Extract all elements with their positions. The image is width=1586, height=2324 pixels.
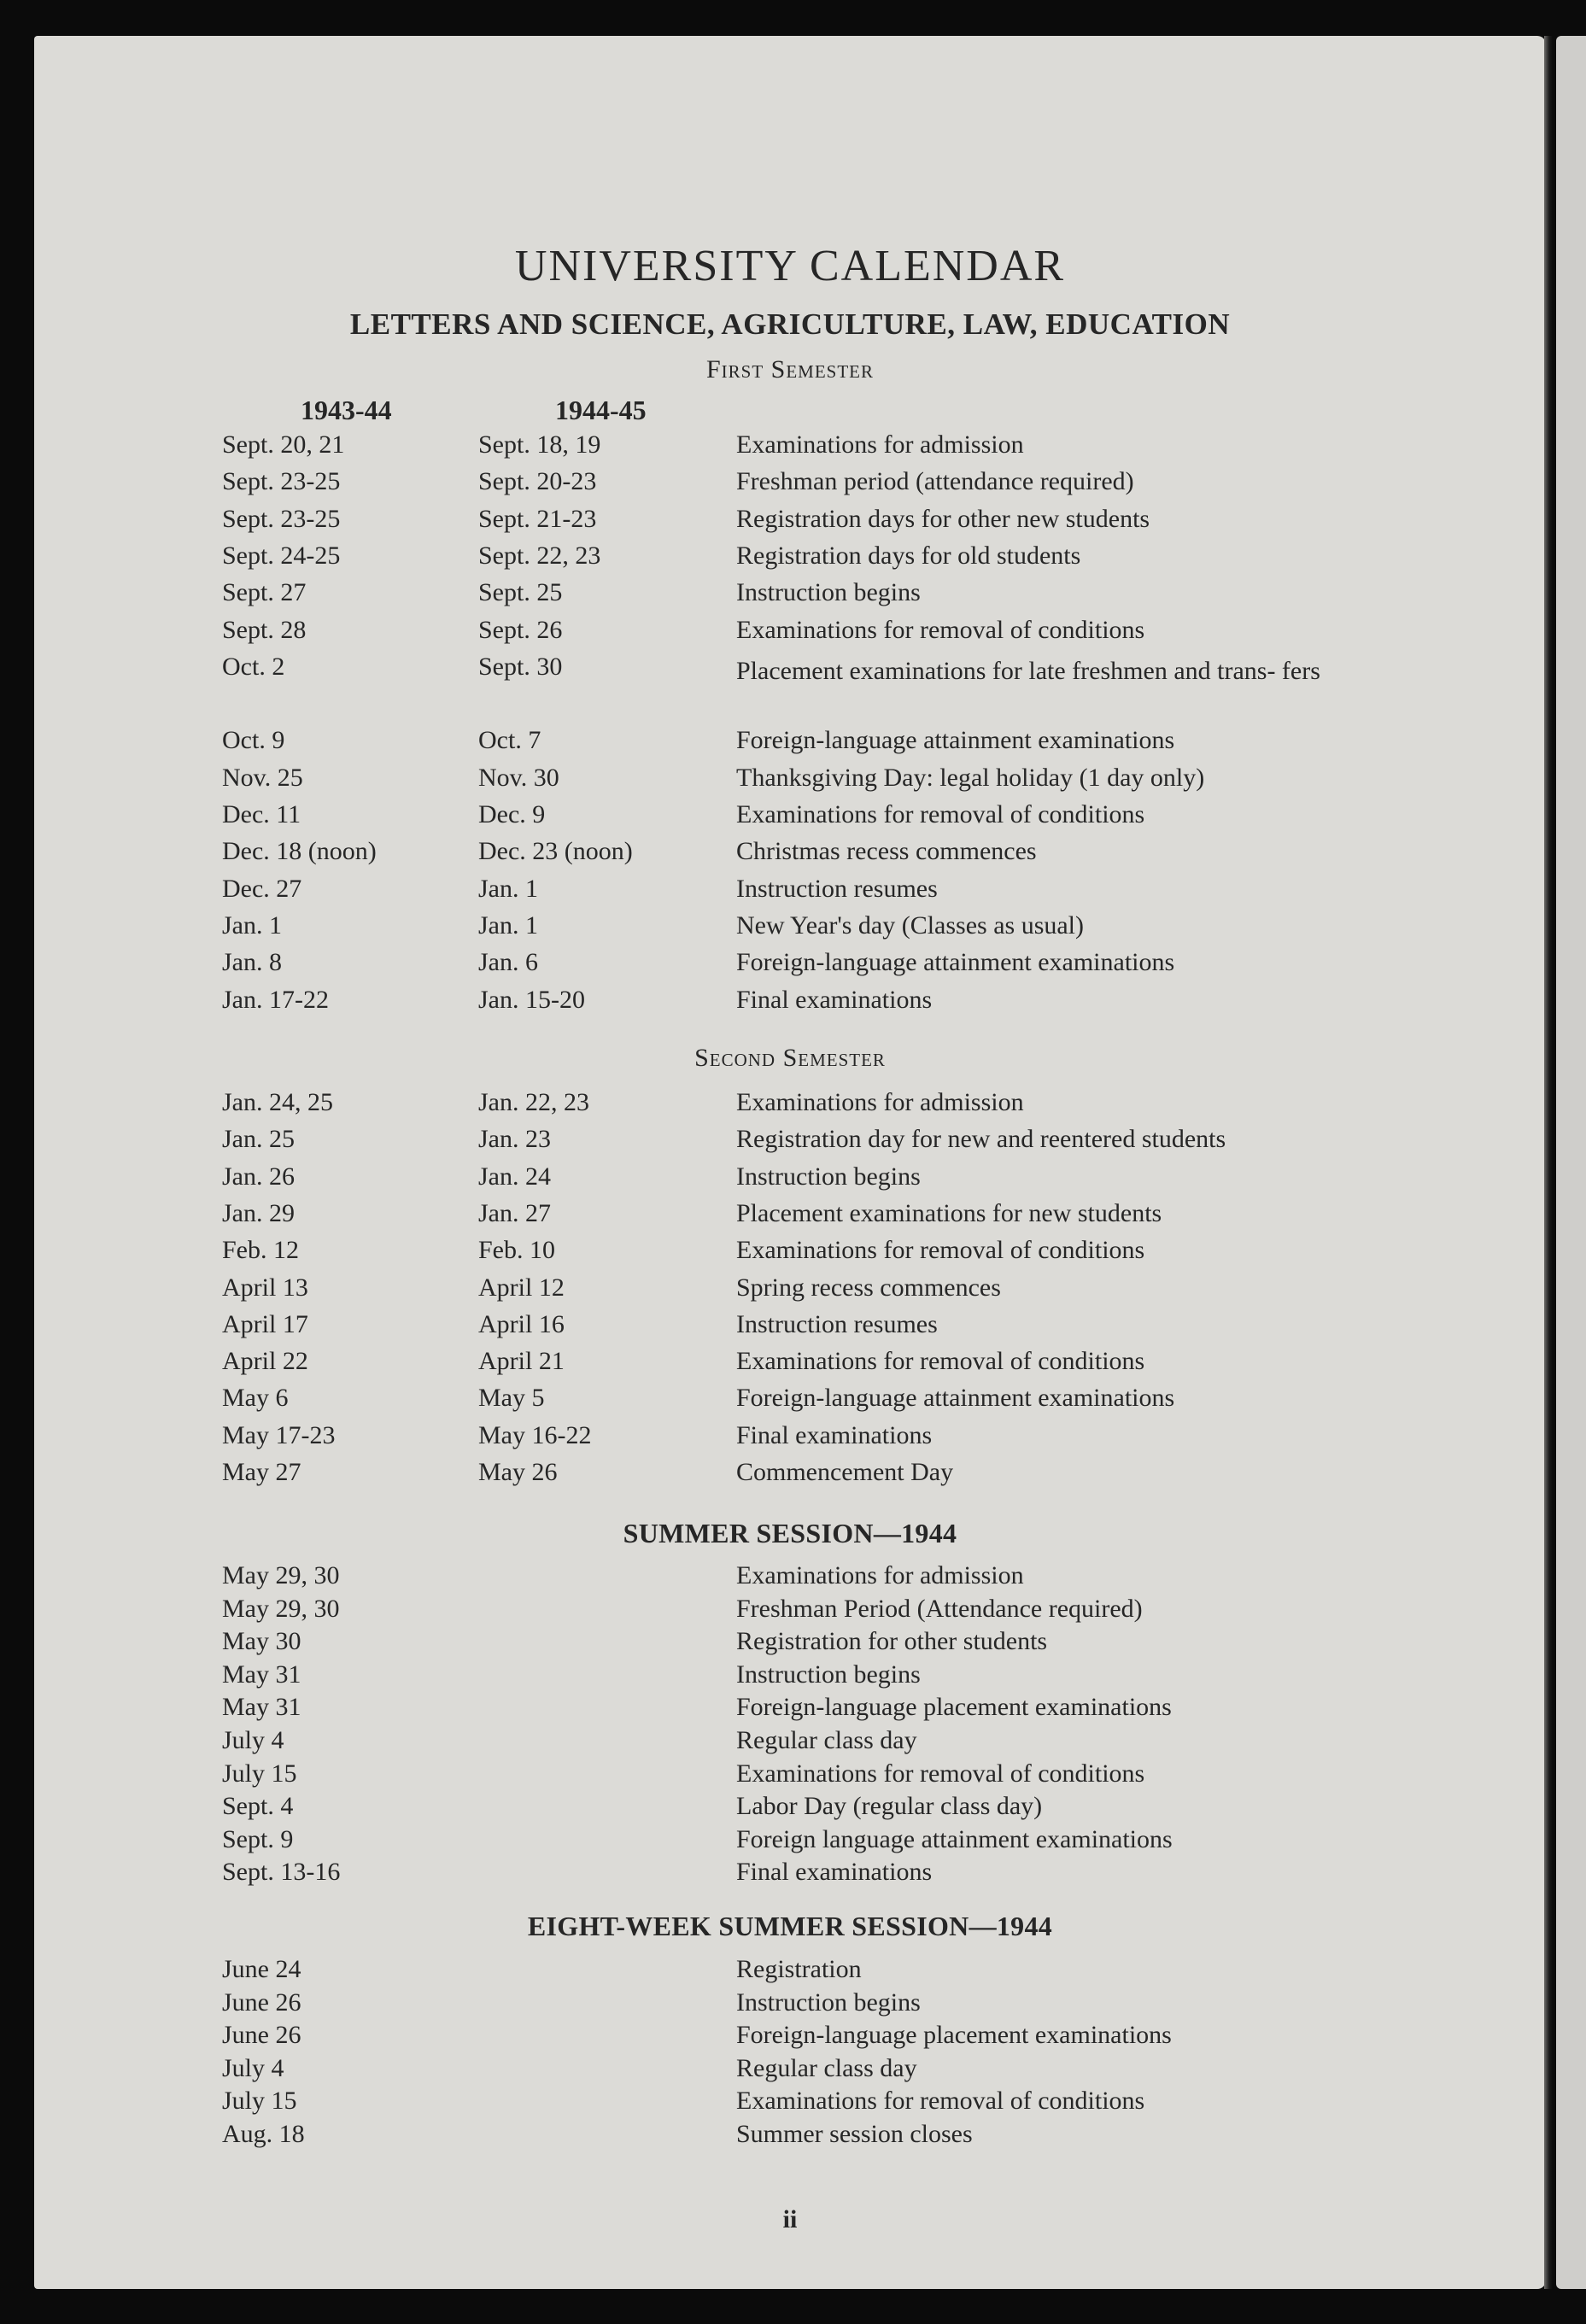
date-cell-second-year: May 16-22 xyxy=(478,1420,592,1449)
event-cell: Foreign-language placement examinations xyxy=(736,2021,1172,2050)
date-cell: Dec. 18 (noon) xyxy=(222,837,377,866)
event-cell: Examinations for removal of conditions xyxy=(736,1759,1145,1788)
date-cell: May 29, 30 xyxy=(222,1561,340,1589)
event-cell: Examinations for removal of conditions xyxy=(736,615,1145,644)
event-cell: Examinations for removal of conditions xyxy=(736,1236,1145,1265)
event-cell: Foreign-language placement examinations xyxy=(736,1693,1172,1722)
date-cell-second-year: May 5 xyxy=(478,1384,545,1413)
event-cell: Summer session closes xyxy=(736,2120,973,2148)
date-cell-second-year: Jan. 23 xyxy=(478,1125,551,1154)
date-cell-second-year: Sept. 22, 23 xyxy=(478,541,601,570)
event-cell: Spring recess commences xyxy=(736,1273,1001,1302)
event-cell: Final examinations xyxy=(736,1420,933,1449)
date-cell-second-year: Sept. 30 xyxy=(478,652,563,681)
date-cell: Sept. 28 xyxy=(222,615,307,644)
date-cell: May 31 xyxy=(222,1693,301,1722)
event-cell: Placement examinations for new students xyxy=(736,1198,1162,1227)
event-cell: Foreign language attainment examinations xyxy=(736,1824,1173,1853)
event-cell: Instruction begins xyxy=(736,1660,921,1689)
date-cell: Sept. 13-16 xyxy=(222,1858,341,1887)
event-cell: Instruction begins xyxy=(736,578,921,607)
date-cell: Dec. 27 xyxy=(222,874,302,903)
date-cell-second-year: Feb. 10 xyxy=(478,1236,555,1265)
event-cell: Christmas recess commences xyxy=(736,837,1037,866)
date-cell: Sept. 27 xyxy=(222,578,307,607)
date-cell: Sept. 23-25 xyxy=(222,467,341,496)
event-cell: Foreign-language attainment examinations xyxy=(736,726,1175,755)
date-cell-second-year: Jan. 24 xyxy=(478,1162,551,1191)
event-cell: Instruction resumes xyxy=(736,1309,938,1338)
date-cell: May 31 xyxy=(222,1660,301,1689)
date-cell: Sept. 23-25 xyxy=(222,504,341,533)
event-cell: Regular class day xyxy=(736,2053,917,2082)
date-cell-second-year: Sept. 20-23 xyxy=(478,467,597,496)
date-cell-second-year: Jan. 6 xyxy=(478,948,538,977)
date-cell-second-year: Oct. 7 xyxy=(478,726,541,755)
date-cell-second-year: Dec. 9 xyxy=(478,800,546,828)
event-cell: Registration days for old students xyxy=(736,541,1081,570)
event-cell: Commencement Day xyxy=(736,1458,954,1486)
date-cell: Jan. 25 xyxy=(222,1125,295,1154)
date-cell: Feb. 12 xyxy=(222,1236,299,1265)
date-cell-second-year: Jan. 1 xyxy=(478,874,538,903)
event-cell: Registration for other students xyxy=(736,1627,1048,1656)
date-cell: Sept. 24-25 xyxy=(222,541,341,570)
date-cell: Jan. 17-22 xyxy=(222,985,329,1014)
date-cell: April 13 xyxy=(222,1273,308,1302)
date-cell: Nov. 25 xyxy=(222,763,303,792)
event-cell: Examinations for removal of conditions xyxy=(736,800,1145,828)
year-heading-1944-45: 1944-45 xyxy=(555,395,647,425)
date-cell: July 4 xyxy=(222,2053,284,2082)
first-semester-heading: First Semester xyxy=(705,355,875,383)
date-cell-second-year: Jan. 27 xyxy=(478,1198,551,1227)
event-cell: Thanksgiving Day: legal holiday (1 day only) xyxy=(736,763,1205,792)
date-cell: June 26 xyxy=(222,1987,301,2017)
date-cell: Oct. 9 xyxy=(222,726,285,755)
event-cell: Freshman Period (Attendance required) xyxy=(736,1594,1143,1623)
page-fold xyxy=(1544,36,1553,2289)
date-cell-second-year: Sept. 25 xyxy=(478,578,563,607)
date-cell-second-year: Nov. 30 xyxy=(478,763,559,792)
date-cell-second-year: Jan. 15-20 xyxy=(478,985,585,1014)
event-cell: Examinations for admission xyxy=(736,1561,1024,1589)
date-cell: April 17 xyxy=(222,1309,308,1338)
event-cell: Foreign-language attainment examinations xyxy=(736,1384,1175,1413)
date-cell-second-year: Dec. 23 (noon) xyxy=(478,837,633,866)
second-semester-heading: Second Semester xyxy=(694,1044,886,1072)
event-cell: Instruction begins xyxy=(736,1162,921,1191)
event-cell: Registration xyxy=(736,1955,862,1983)
date-cell-second-year: Jan. 1 xyxy=(478,910,538,940)
event-cell: Examinations for removal of conditions xyxy=(736,2087,1145,2116)
event-cell: Freshman period (attendance required) xyxy=(736,467,1134,496)
date-cell: May 27 xyxy=(222,1458,301,1486)
event-cell: Examinations for removal of conditions xyxy=(736,1347,1145,1376)
date-cell: July 15 xyxy=(222,2087,297,2116)
event-cell: Registration day for new and reentered students xyxy=(736,1125,1226,1154)
event-cell: Examinations for admission xyxy=(736,1088,1024,1116)
event-cell: Instruction begins xyxy=(736,1987,921,2017)
date-cell: Sept. 9 xyxy=(222,1824,294,1853)
date-cell: Sept. 20, 21 xyxy=(222,430,345,459)
date-cell: Oct. 2 xyxy=(222,652,285,681)
date-cell: May 6 xyxy=(222,1384,289,1413)
event-cell: Foreign-language attainment examinations xyxy=(736,948,1175,977)
event-cell: Final examinations xyxy=(736,1858,933,1887)
event-cell: Placement examinations for late freshmen and trans- fers xyxy=(736,656,1320,685)
date-cell-second-year: April 12 xyxy=(478,1273,565,1302)
event-cell: Labor Day (regular class day) xyxy=(736,1792,1043,1821)
page-title: UNIVERSITY CALENDAR xyxy=(514,242,1066,290)
date-cell: May 29, 30 xyxy=(222,1594,340,1623)
date-cell-second-year: April 16 xyxy=(478,1309,565,1338)
event-cell: Instruction resumes xyxy=(736,874,938,903)
date-cell: Dec. 11 xyxy=(222,800,301,828)
event-cell: Registration days for other new students xyxy=(736,504,1150,533)
date-cell-second-year: Sept. 18, 19 xyxy=(478,430,601,459)
facing-page-edge xyxy=(1556,36,1586,2289)
date-cell: June 24 xyxy=(222,1955,301,1983)
date-cell-second-year: May 26 xyxy=(478,1458,558,1486)
date-cell: June 26 xyxy=(222,2021,301,2050)
date-cell: May 17-23 xyxy=(222,1420,336,1449)
date-cell-second-year: Sept. 21-23 xyxy=(478,504,597,533)
date-cell-second-year: Jan. 22, 23 xyxy=(478,1088,589,1116)
date-cell: Aug. 18 xyxy=(222,2120,305,2148)
event-cell: Final examinations xyxy=(736,985,933,1014)
date-cell: Jan. 1 xyxy=(222,910,282,940)
page-number: ii xyxy=(782,2205,798,2233)
date-cell: Jan. 24, 25 xyxy=(222,1088,333,1116)
date-cell-second-year: Sept. 26 xyxy=(478,615,563,644)
event-cell: New Year's day (Classes as usual) xyxy=(736,910,1085,940)
date-cell: July 4 xyxy=(222,1726,284,1754)
year-heading-1943-44: 1943-44 xyxy=(301,395,392,425)
event-cell: Regular class day xyxy=(736,1726,917,1754)
date-cell: Jan. 8 xyxy=(222,948,282,977)
colleges-subtitle: LETTERS AND SCIENCE, AGRICULTURE, LAW, EDUCATION xyxy=(349,307,1231,341)
document-page xyxy=(34,36,1546,2289)
summer-session-heading: SUMMER SESSION—1944 xyxy=(623,1518,957,1548)
date-cell: Sept. 4 xyxy=(222,1792,294,1821)
date-cell: May 30 xyxy=(222,1627,301,1656)
date-cell: April 22 xyxy=(222,1347,308,1376)
date-cell: Jan. 29 xyxy=(222,1198,295,1227)
date-cell: July 15 xyxy=(222,1759,297,1788)
eight-week-session-heading: EIGHT-WEEK SUMMER SESSION—1944 xyxy=(527,1911,1053,1941)
date-cell-second-year: April 21 xyxy=(478,1347,565,1376)
date-cell: Jan. 26 xyxy=(222,1162,295,1191)
event-cell: Examinations for admission xyxy=(736,430,1024,459)
